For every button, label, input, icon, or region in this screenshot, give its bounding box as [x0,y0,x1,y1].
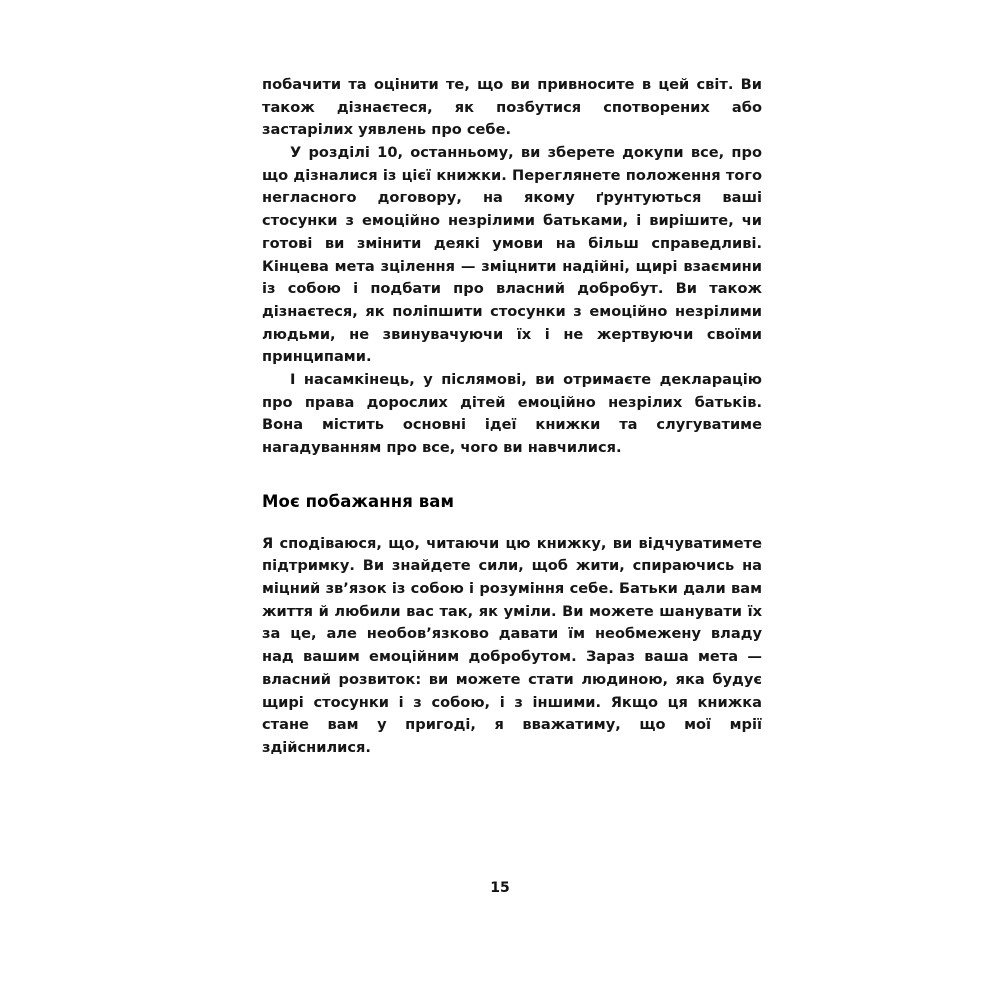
heading-spacer-top [262,460,762,492]
page-number: 15 [490,880,510,896]
heading-spacer-bottom [262,511,762,533]
section-heading: Моє побажання вам [262,491,455,511]
paragraph-1: побачити та оцінити те, що ви привносите в цей світ. Ви також дізнаєтеся, як позбутися спотворених або застарілих уявлень про себе. [262,76,762,139]
paragraph-3: І насамкінець, у післямові, ви отримаєте декларацію про права дорослих дітей емоційно незрілих батьків. Вона містить основні ідеї книжки та слугуватиме нагадуванням про все, чого ви навчилися. [262,370,762,456]
page-text-column [262,74,762,760]
paragraph-2: У розділі 10, останньому, ви зберете докупи все, про що дізналися із цієї книжки. Переглянете положення того негласного договору, на якому ґрунтуються ваші стосунки з емоційно незрілими батьками, і вирішите, чи готові ви змінити деякі умови на більш справедливі. Кінцева мета зцілення — зміцнити надійні, щирі взаємини із собою і подбати про власний добробут. Ви також дізнаєтеся, як поліпшити стосунки з емоційно незрілими людьми, не звинувачуючи їх і не жертвуючи своїми принципами. [262,144,762,366]
paragraph-4: Я сподіваюся, що, читаючи цю книжку, ви відчуватимете підтримку. Ви знайдете сили, щоб жити, спираючись на міцний зв’язок із собою і розуміння себе. Батьки дали вам життя й любили вас так, як уміли. Ви можете шанувати їх за це, але необов’язково давати їм необмежену владу над вашим емоційним добробутом. Зараз ваша мета — власний розвиток: ви можете стати людиною, яка будує щирі стосунки і з собою, і з іншими. Якщо ця книжка стане вам у пригоді, я вважатиму, що мої мрії здійснилися. [262,534,762,756]
